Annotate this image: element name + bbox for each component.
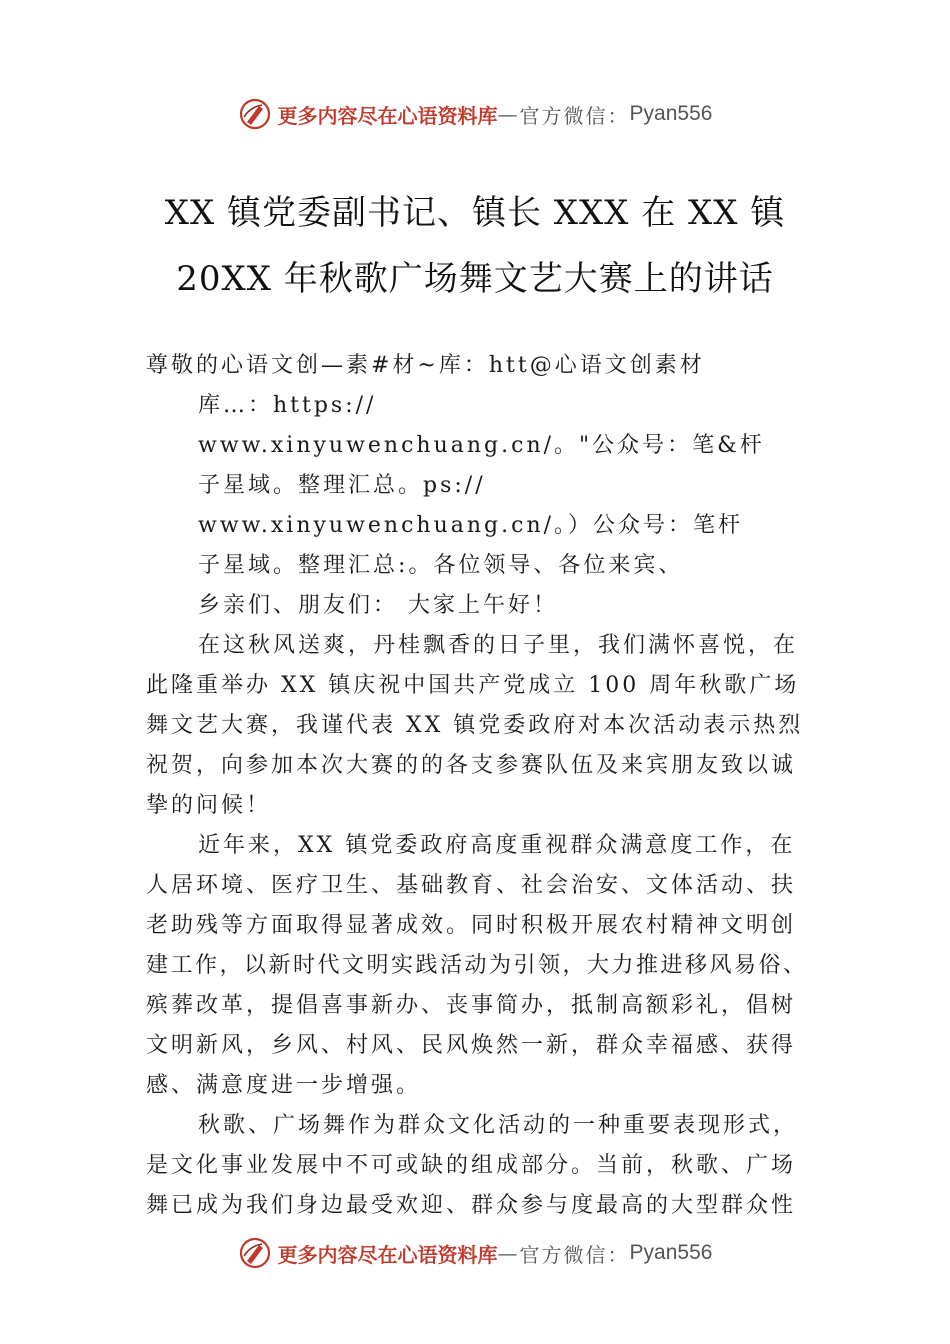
paragraph-2 <box>146 826 808 1106</box>
watermark-wechat-id: Pyan556 <box>629 1241 713 1264</box>
paragraph-line: 文明新风，乡风、村风、民风焕然一新，群众幸福感、获得 <box>146 1033 797 1058</box>
document-body <box>146 346 808 1226</box>
paragraph-line: 人居环境、医疗卫生、基础教育、社会治安、文体活动、扶 <box>146 873 797 898</box>
watermark-main-text: 更多内容尽在心语资料库 <box>277 1242 498 1267</box>
watermark-wechat-id: Pyan556 <box>629 102 713 125</box>
salutation-line: 子星域。整理汇总:。各位领导、各位来宾、 <box>198 553 684 578</box>
paragraph-line: 建工作，以新时代文明实践活动为引领，大力推进移风易俗、 <box>146 953 808 978</box>
salutation-line: 库…：https:// <box>198 393 377 418</box>
footer-watermark <box>0 1233 950 1273</box>
watermark-dash: — <box>497 102 520 126</box>
salutation-line: 子星域。整理汇总。ps:// <box>198 473 486 498</box>
title-line-2: 20XX 年秋歌广场舞文艺大赛上的讲话 <box>176 259 774 299</box>
paragraph-1 <box>146 626 808 826</box>
paragraph-line: 秋歌、广场舞作为群众文化活动的一种重要表现形式， <box>198 1113 799 1138</box>
paragraph-line: 感、满意度进一步增强。 <box>146 1073 422 1098</box>
title-line-1: XX 镇党委副书记、镇长 XXX 在 XX 镇 <box>164 193 786 233</box>
salutation-line: www.xinyuwenchuang.cn/。）公众号：笔杆 <box>198 513 744 538</box>
paragraph-line: 祝贺，向参加本次大赛的的各支参赛队伍及来宾朋友致以诚 <box>146 753 797 778</box>
paragraph-line: 殡葬改革，提倡喜事新办、丧事简办，抵制高额彩礼，倡树 <box>146 993 797 1018</box>
salutation-line: www.xinyuwenchuang.cn/。"公众号：笔&杆 <box>198 433 765 458</box>
watermark-main-text: 更多内容尽在心语资料库 <box>277 103 498 128</box>
document-title <box>100 180 850 312</box>
header-watermark <box>0 94 950 134</box>
salutation-line: 乡亲们、朋友们： 大家上午好！ <box>198 593 558 618</box>
watermark-label: 官方微信： <box>519 103 630 128</box>
pen-nib-seal-icon <box>238 97 272 131</box>
paragraph-line: 老助残等方面取得显著成效。同时积极开展农村精神文明创 <box>146 913 797 938</box>
paragraph-line: 此隆重举办 XX 镇庆祝中国共产党成立 100 周年秋歌广场 <box>146 673 800 698</box>
pen-nib-seal-icon <box>238 1236 272 1270</box>
salutation-line: 尊敬的心语文创—素#材~库：htt@心语文创素材 <box>146 353 705 378</box>
paragraph-line: 在这秋风送爽，丹桂飘香的日子里，我们满怀喜悦，在 <box>198 633 799 658</box>
salutation <box>146 346 808 626</box>
watermark-label: 官方微信： <box>519 1242 630 1267</box>
paragraph-line: 舞已成为我们身边最受欢迎、群众参与度最高的大型群众性 <box>146 1193 797 1218</box>
paragraph-3 <box>146 1106 808 1226</box>
paragraph-line: 近年来，XX 镇党委政府高度重视群众满意度工作，在 <box>198 833 796 858</box>
paragraph-line: 舞文艺大赛，我谨代表 XX 镇党委政府对本次活动表示热烈 <box>146 713 804 738</box>
paragraph-line: 挚的问候！ <box>146 793 272 818</box>
watermark-dash: — <box>497 1241 520 1265</box>
paragraph-line: 是文化事业发展中不可或缺的组成部分。当前，秋歌、广场 <box>146 1153 797 1178</box>
